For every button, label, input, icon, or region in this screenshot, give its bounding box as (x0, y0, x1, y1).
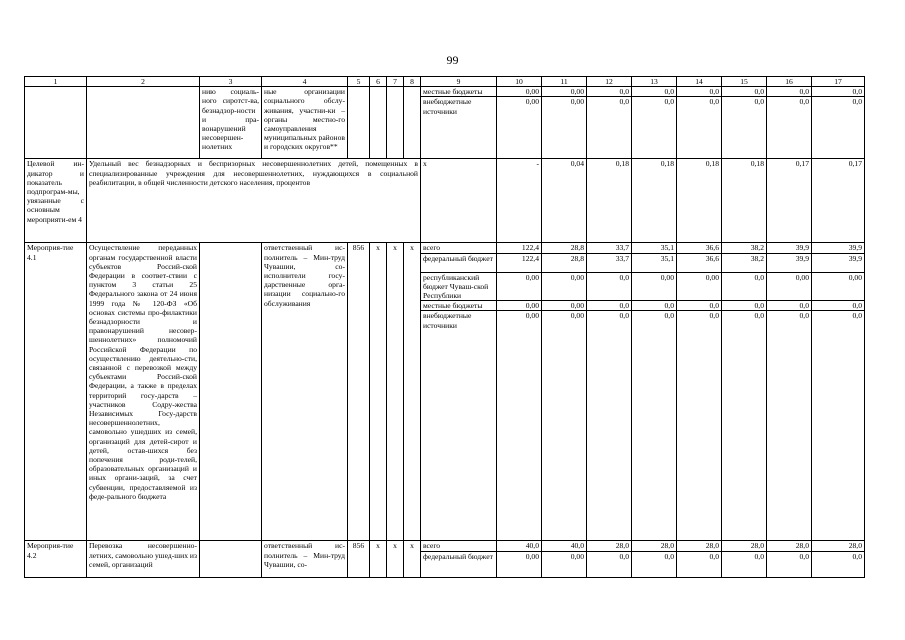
indicator-label: Целевой ин-дикатор и показатель подпрограм-мы, увязанные с основным мероприяти-ем 4 (25, 159, 87, 243)
value-cell: 0,0 (722, 97, 767, 159)
value-cell: 39,9 (767, 243, 812, 253)
empty-cell (200, 243, 262, 541)
page-number: 99 (446, 53, 459, 67)
value-cell: 35,1 (632, 253, 677, 272)
value-cell: 0,0 (677, 97, 722, 159)
code-x: x (387, 243, 404, 541)
funding-source: всего (421, 541, 497, 551)
value-cell: 0,0 (722, 311, 767, 541)
value-cell: 0,0 (677, 301, 722, 311)
value-cell: 0,0 (722, 272, 767, 301)
value-cell: 0,0 (587, 272, 632, 301)
value-cell: 0,00 (677, 272, 722, 301)
empty-cell (200, 541, 262, 577)
funding-source: местные бюджеты (421, 87, 497, 97)
value-cell: 28,0 (812, 541, 865, 551)
value-cell: 0,0 (767, 301, 812, 311)
value-cell: 28,0 (722, 541, 767, 551)
column-header: 12 (587, 77, 632, 87)
program-table (24, 76, 865, 578)
value-cell: 35,1 (632, 243, 677, 253)
column-header: 2 (87, 77, 200, 87)
column-header: 9 (421, 77, 497, 87)
value-cell: 0,00 (542, 272, 587, 301)
value-cell: 0,0 (767, 551, 812, 577)
code-x: x (387, 541, 404, 577)
budget-code: 856 (348, 243, 370, 541)
value-cell: 0,0 (677, 311, 722, 541)
table-row (25, 87, 865, 97)
budget-code: 856 (348, 541, 370, 577)
column-header: 14 (677, 77, 722, 87)
value-cell: 0,18 (632, 159, 677, 243)
indicator-mark: x (421, 159, 497, 243)
row-label (25, 87, 87, 159)
column-header: 1 (25, 77, 87, 87)
value-cell: 0,00 (497, 87, 542, 97)
value-cell: 0,00 (497, 97, 542, 159)
measure-description: Перевозка несовершенно-летних, самовольно ушед-ших из семей, организаций (87, 541, 200, 577)
value-cell: 0,0 (812, 551, 865, 577)
description-cell (87, 87, 200, 159)
value-cell: 0,0 (722, 87, 767, 97)
value-cell: 0,00 (497, 301, 542, 311)
value-cell: 122,4 (497, 243, 542, 253)
value-cell: 0,0 (677, 87, 722, 97)
executor-continued: ные организации социального обслу-живания, участни-ки – органы местно-го самоуправления муниципальных районов и городских округов** (262, 87, 348, 159)
value-cell: 0,0 (767, 97, 812, 159)
value-cell: 0,17 (812, 159, 865, 243)
funding-source: внебюджетные источники (421, 311, 497, 541)
value-cell: 0,0 (587, 97, 632, 159)
value-cell: 28,0 (587, 541, 632, 551)
funding-source: внебюджетные источники (421, 97, 497, 159)
value-cell: 40,0 (497, 541, 542, 551)
value-cell: 0,00 (497, 311, 542, 541)
value-cell: 0,0 (767, 311, 812, 541)
value-cell: 0,0 (812, 311, 865, 541)
value-cell: 0,0 (632, 87, 677, 97)
value-cell: 0,00 (542, 311, 587, 541)
value-cell: 0,00 (497, 551, 542, 577)
column-header: 8 (404, 77, 421, 87)
funding-source: федеральный бюджет (421, 253, 497, 272)
indicator-text: Удельный вес безнадзорных и беспризорных несовершеннолетних детей, помещенных в специализированные учреждения для несовершеннолетних, нуждающихся в социальной реабилитации, в общей численности детского населения, процентов (87, 159, 421, 243)
measure-executor: ответственный ис-полнитель – Мин-труд Чувашии, со-исполнители госу-дарственные орга-низации социально-го обслуживания (262, 243, 348, 541)
value-cell: 0,0 (767, 87, 812, 97)
column-header: 15 (722, 77, 767, 87)
value-cell: 0,00 (542, 301, 587, 311)
column-header: 3 (200, 77, 262, 87)
value-cell: 39,9 (812, 243, 865, 253)
value-cell: 0,00 (632, 272, 677, 301)
measure-description: Осуществление переданных органам государственной власти субъектов Россий-ской Федерации в соответ-ствии с пунктом 3 статьи 25 Федерального закона от 24 июня 1999 года № 120-ФЗ «Об основах системы про-филактики безнадзорности и правонарушений несовер-шеннолетних» полномочий Российской Федерации по осуществлению деятельно-сти, связанной с перевозкой между субъектами Россий-ской Федерации, а также в пределах территорий госу-дарств – участников Содру-жества Независимых Госу-дарств несовершеннолетних, самовольно ушедших из семей, организаций для детей-сирот и детей, остав-шихся без попечения роди-телей, образовательных организаций и иных органи-заций, за счет субвенции, предоставляемой из феде-рального бюджета (87, 243, 200, 541)
code-cell (370, 87, 387, 159)
value-cell: 38,2 (722, 243, 767, 253)
value-cell: 0,0 (632, 301, 677, 311)
funding-source: республиканский бюджет Чуваш-ской Республики (421, 272, 497, 301)
value-cell: 0,00 (542, 87, 587, 97)
value-cell: 0,0 (587, 301, 632, 311)
value-cell: 0,17 (767, 159, 812, 243)
code-cell (387, 87, 404, 159)
table-row (25, 243, 865, 253)
value-cell: 0,0 (632, 551, 677, 577)
funding-source: всего (421, 243, 497, 253)
funding-source: федеральный бюджет (421, 551, 497, 577)
value-cell: 39,9 (767, 253, 812, 272)
value-cell: 40,0 (542, 541, 587, 551)
value-cell: 0,0 (677, 551, 722, 577)
value-cell: 0,0 (722, 551, 767, 577)
measure-label: Мероприя-тие 4.2 (25, 541, 87, 577)
column-header: 5 (348, 77, 370, 87)
value-cell: 0,00 (542, 551, 587, 577)
code-cell (404, 87, 421, 159)
value-cell: 0,00 (767, 272, 812, 301)
value-cell: 0,0 (812, 87, 865, 97)
value-cell: 0,0 (587, 551, 632, 577)
value-cell: 0,0 (632, 97, 677, 159)
value-cell: 28,0 (677, 541, 722, 551)
value-cell: 0,18 (587, 159, 632, 243)
column-header: 10 (497, 77, 542, 87)
column-header: 4 (262, 77, 348, 87)
value-cell: 28,8 (542, 253, 587, 272)
value-cell: 0,0 (587, 87, 632, 97)
description-continued: нию социаль-ного сиротст-ва, безнадзор-ности и пра-вонарушений несовершен-нолетних (200, 87, 262, 159)
value-cell: 36,6 (677, 243, 722, 253)
column-header: 16 (767, 77, 812, 87)
value-cell: 122,4 (497, 253, 542, 272)
value-cell: 0,0 (722, 301, 767, 311)
value-cell: 36,6 (677, 253, 722, 272)
value-cell: 0,0 (812, 301, 865, 311)
value-cell: 0,0 (632, 311, 677, 541)
value-cell: 0,0 (587, 311, 632, 541)
column-header: 11 (542, 77, 587, 87)
column-header: 7 (387, 77, 404, 87)
value-cell: 0,00 (542, 97, 587, 159)
code-cell (348, 87, 370, 159)
code-x: x (404, 243, 421, 541)
value-cell: 0,18 (722, 159, 767, 243)
column-header: 17 (812, 77, 865, 87)
value-cell: 28,0 (767, 541, 812, 551)
value-cell: 0,0 (812, 97, 865, 159)
funding-source: местные бюджеты (421, 301, 497, 311)
value-cell: 39,9 (812, 253, 865, 272)
measure-label: Мероприя-тие 4.1 (25, 243, 87, 541)
value-cell: 33,7 (587, 243, 632, 253)
value-cell: 0,00 (497, 272, 542, 301)
indicator-row (25, 159, 865, 243)
column-header-row (25, 77, 865, 87)
measure-executor: ответственный ис-полнитель – Мин-труд Чувашии, со- (262, 541, 348, 577)
table-row (25, 541, 865, 551)
value-cell: 28,0 (632, 541, 677, 551)
column-header: 13 (632, 77, 677, 87)
code-x: x (370, 541, 387, 577)
value-cell: 28,8 (542, 243, 587, 253)
code-x: x (370, 243, 387, 541)
value-cell: 0,00 (812, 272, 865, 301)
column-header: 6 (370, 77, 387, 87)
value-cell: 0,04 (542, 159, 587, 243)
code-x: x (404, 541, 421, 577)
value-cell: 0,18 (677, 159, 722, 243)
value-cell: 33,7 (587, 253, 632, 272)
value-cell: 38,2 (722, 253, 767, 272)
value-cell: - (497, 159, 542, 243)
